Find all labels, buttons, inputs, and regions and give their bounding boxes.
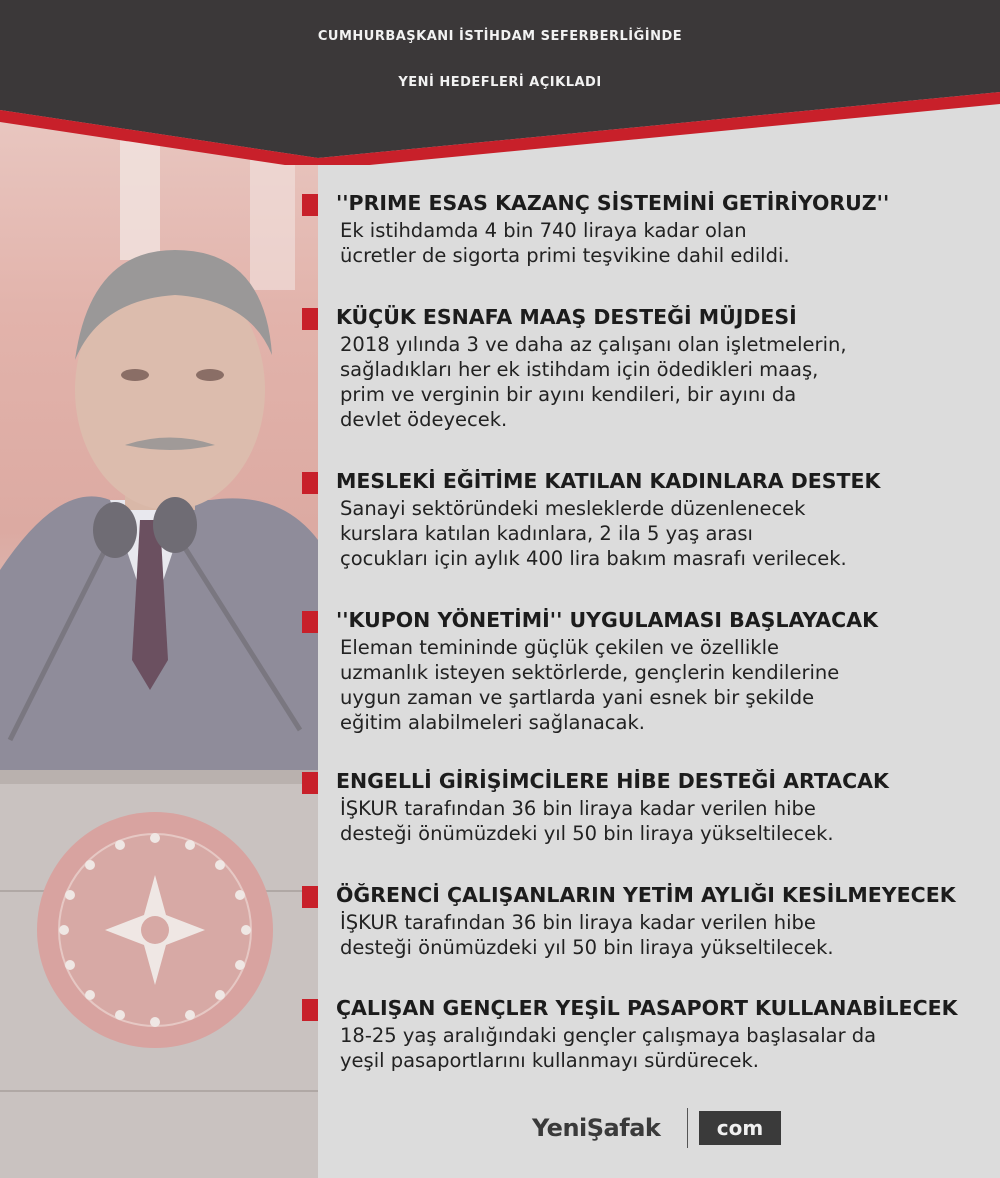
item-title: ''PRIME ESAS KAZANÇ SİSTEMİNİ GETİRİYORUZ'' bbox=[336, 191, 890, 215]
item-body bbox=[340, 218, 990, 268]
item-line: İŞKUR tarafından 36 bin liraya kadar verilen hibe bbox=[340, 797, 816, 820]
item-title: ÖĞRENCİ ÇALIŞANLARIN YETİM AYLIĞI KESİLMEYECEK bbox=[336, 883, 956, 907]
item-body bbox=[340, 910, 990, 960]
item-title: ''KUPON YÖNETİMİ'' UYGULAMASI BAŞLAYACAK bbox=[336, 608, 878, 632]
item-line: prim ve verginin bir ayını kendileri, bir ayını da bbox=[340, 383, 797, 406]
red-marker-icon bbox=[302, 611, 318, 633]
item-line: çocukları için aylık 400 lira bakım masrafı verilecek. bbox=[340, 547, 847, 570]
item-title: MESLEKİ EĞİTİME KATILAN KADINLARA DESTEK bbox=[336, 469, 881, 493]
item-line: uygun zaman ve şartlarda yani esnek bir şekilde bbox=[340, 686, 815, 709]
item-line: sağladıkları her ek istihdam için ödedikleri maaş, bbox=[340, 358, 819, 381]
content-panel bbox=[318, 100, 1000, 1178]
header-banner bbox=[0, 0, 1000, 165]
red-marker-icon bbox=[302, 999, 318, 1021]
item-line: uzmanlık isteyen sektörlerde, gençlerin kendilerine bbox=[340, 661, 840, 684]
red-marker-icon bbox=[302, 194, 318, 216]
item-title: ÇALIŞAN GENÇLER YEŞİL PASAPORT KULLANABİLECEK bbox=[336, 996, 958, 1020]
item-body bbox=[340, 1023, 990, 1073]
logo-divider bbox=[687, 1108, 688, 1148]
item-line: İŞKUR tarafından 36 bin liraya kadar verilen hibe bbox=[340, 911, 816, 934]
item-line: 18-25 yaş aralığındaki gençler çalışmaya başlasalar da bbox=[340, 1024, 877, 1047]
brand-name: YeniŞafak bbox=[532, 1114, 661, 1142]
domain-badge: com bbox=[699, 1111, 781, 1145]
page-title bbox=[0, 14, 1000, 106]
red-marker-icon bbox=[302, 772, 318, 794]
item-line: kurslara katılan kadınlara, 2 ila 5 yaş arası bbox=[340, 522, 753, 545]
item-title: KÜÇÜK ESNAFA MAAŞ DESTEĞİ MÜJDESİ bbox=[336, 305, 797, 329]
item-line: Eleman temininde güçlük çekilen ve özellikle bbox=[340, 636, 779, 659]
item-line: desteği önümüzdeki yıl 50 bin liraya yükseltilecek. bbox=[340, 822, 834, 845]
item-body bbox=[340, 796, 990, 846]
item-body bbox=[340, 635, 990, 735]
title-line-1: CUMHURBAŞKANI İSTİHDAM SEFERBERLİĞİNDE bbox=[317, 29, 683, 44]
item-line: eğitim alabilmeleri sağlanacak. bbox=[340, 711, 645, 734]
item-body bbox=[340, 496, 990, 571]
item-line: devlet ödeyecek. bbox=[340, 408, 508, 431]
red-marker-icon bbox=[302, 472, 318, 494]
item-body bbox=[340, 332, 990, 432]
item-line: Sanayi sektöründeki mesleklerde düzenlenecek bbox=[340, 497, 806, 520]
item-line: ücretler de sigorta primi teşvikine dahil edildi. bbox=[340, 244, 790, 267]
speaker-photo bbox=[0, 100, 318, 1178]
red-marker-icon bbox=[302, 886, 318, 908]
red-marker-icon bbox=[302, 308, 318, 330]
item-line: desteği önümüzdeki yıl 50 bin liraya yükseltilecek. bbox=[340, 936, 834, 959]
item-line: yeşil pasaportlarını kullanmayı sürdürecek. bbox=[340, 1049, 759, 1072]
item-line: 2018 yılında 3 ve daha az çalışanı olan işletmelerin, bbox=[340, 333, 847, 356]
item-line: Ek istihdamda 4 bin 740 liraya kadar olan bbox=[340, 219, 747, 242]
title-line-2: YENİ HEDEFLERİ AÇIKLADI bbox=[398, 75, 602, 90]
item-title: ENGELLİ GİRİŞİMCİLERE HİBE DESTEĞİ ARTACAK bbox=[336, 769, 889, 793]
